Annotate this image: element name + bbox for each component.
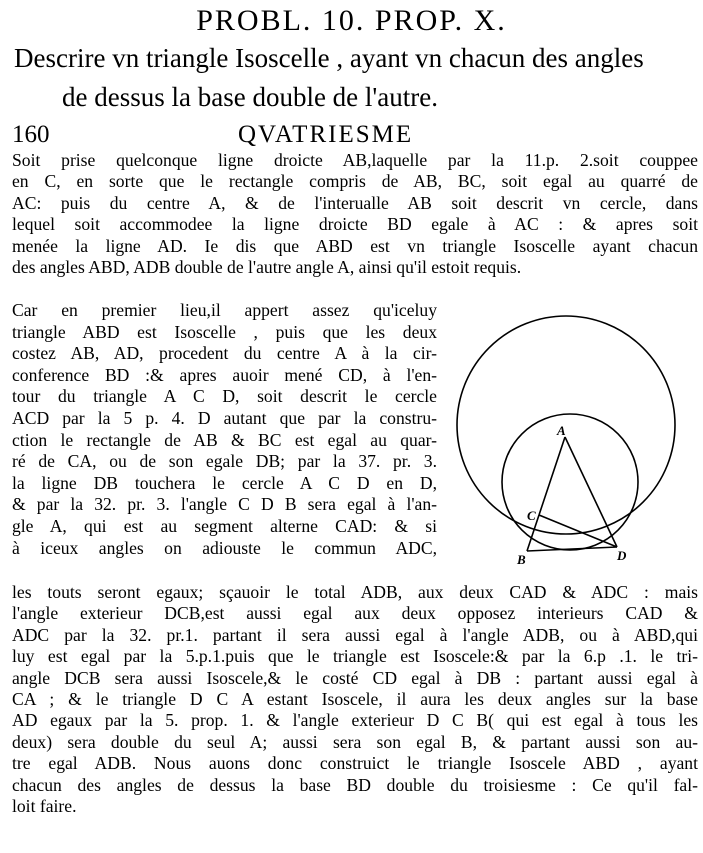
text-line: ré de CA, ou de son egale DB; par la 37. pr. 3. (12, 451, 437, 472)
label-A: A (557, 423, 566, 438)
problem-title: PROBL. 10. PROP. X. (196, 4, 507, 37)
text-line: des angles ABD, ADB double de l'autre angle A, ainsi qu'il estoit requis. (12, 256, 522, 277)
text-line: luy est egal par la 5.p.1.puis que le triangle est Isoscele:& par la 6.p .1. le tri- (12, 646, 698, 667)
line-CD (539, 515, 617, 547)
text-line: la ligne DB touchera le cercle A C D en D, (12, 472, 437, 493)
text-line: angle DCB sera aussi Isoscele,& le costé CD egal à DB : partant aussi egal à (12, 667, 698, 688)
text-line: les touts seront egaux; sçauoir le total ADB, aux deux CAD & ADC : mais (12, 582, 698, 602)
text-line: AC: puis du centre A, & de l'interualle AB soit descrit vn cercle, dans (12, 192, 698, 213)
text-line: l'angle exterieur DCB,est aussi egal aux deux opposez interieurs CAD & (12, 603, 698, 624)
text-line: chacun des angles de dessus la base BD double du troisiesme : Ce qu'il fal- (12, 774, 698, 795)
text-line: ction le rectangle de AB & BC est egal au quar- (12, 429, 437, 450)
section-title: QVATRIESME (238, 121, 414, 148)
text-line: Soit prise quelconque ligne droicte AB,laquelle par la 11.p. 2.soit couppee (12, 150, 698, 170)
text-line: loit faire. (12, 795, 77, 816)
problem-statement-line-1: Descrire vn triangle Isoscelle , ayant vn chacun des angles (14, 43, 644, 73)
text-line: gle A, qui est au segment alterne CAD: & si (12, 515, 437, 536)
small-circle (502, 414, 638, 550)
text-line: ACD par la 5 p. 4. D autant que par la constru- (12, 407, 437, 428)
paragraph-construction (12, 150, 698, 278)
paragraph-proof-continued (12, 582, 698, 817)
text-line: triangle ABD est Isoscelle , puis que les deux (12, 321, 437, 342)
text-line: AD egaux par la 5. prop. 1. & l'angle exterieur D C B( qui est egal à tous les (12, 710, 698, 731)
text-line: costez AB, AD, procedent du centre A à la cir- (12, 343, 437, 364)
large-circle (457, 316, 675, 534)
label-D: D (617, 548, 627, 563)
problem-statement-line-2: de dessus la base double de l'autre. (62, 82, 438, 112)
text-line: lequel soit accommodee la ligne droicte BD egale à AC : & apres soit (12, 214, 698, 235)
text-line: conference BD :& apres auoir mené CD, à l'en- (12, 364, 437, 385)
text-line: CA ; & le triangle D C A estant Isoscele, il aura les deux angles sur la base (12, 688, 698, 709)
text-line: deux) sera double du seul A; aussi sera son egal B, & partant aussi son au- (12, 731, 698, 752)
text-line: tre egal ADB. Nous auons donc construict le triangle Isoscele ABD , ayant (12, 753, 698, 774)
geometric-figure (455, 302, 695, 564)
text-line: à iceux angles on adiouste le commun ADC, (12, 537, 437, 558)
text-line: en C, en sorte que le rectangle compris de AB, BC, soit egal au quarré de (12, 171, 698, 192)
line-AB (539, 437, 565, 515)
label-B: B (517, 552, 526, 564)
text-line: menée la ligne AD. Ie dis que ABD est vn triangle Isoscelle ayant chacun (12, 235, 698, 256)
paragraph-proof-beside-figure (12, 300, 437, 559)
text-line: ADC par la 32. pr.1. partant il sera aussi egal à l'angle ADB, ou à ABD,qui (12, 624, 698, 645)
page-number: 160 (12, 121, 50, 148)
text-line: & par la 32. pr. 3. l'angle C D B sera egal à l'an- (12, 494, 437, 515)
text-line: tour du triangle A C D, soit descrit le cercle (12, 386, 437, 407)
text-line: Car en premier lieu,il appert assez qu'iceluy (12, 300, 437, 320)
label-C: C (527, 508, 536, 523)
